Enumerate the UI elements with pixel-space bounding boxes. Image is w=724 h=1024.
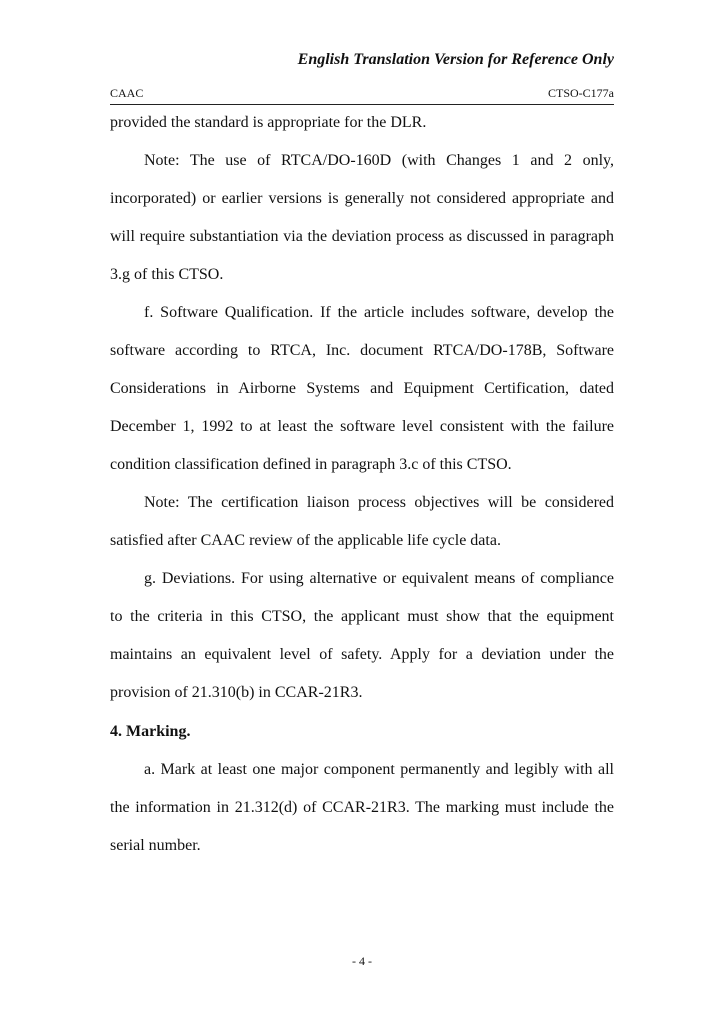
paragraph-deviations: g. Deviations. For using alternative or equivalent means of compliance to the criteria in this CTSO, the applicant must show that the equipment maintains an equivalent level of safety. Apply for a deviation under the provision of 21.310(b) in CCAR-21R3. (110, 570, 614, 701)
section-heading-marking: 4. Marking. (110, 723, 191, 740)
translation-banner: English Translation Version for Reference Only (297, 51, 614, 68)
paragraph-note-certification-liaison: Note: The certification liaison process objectives will be considered satisfied after CAAC review of the applicable life cycle data. (110, 494, 614, 549)
header-document-id: CTSO-C177a (548, 86, 614, 100)
paragraph-continuation: provided the standard is appropriate for the DLR. (110, 114, 427, 131)
page-number: - 4 - (352, 954, 372, 968)
paragraph-software-qualification: f. Software Qualification. If the article includes software, develop the software according to RTCA, Inc. document RTCA/DO-178B, Software Considerations in Airborne Systems and Equipment Certification, dated December 1, 1992 to at least the software level consistent with the failure condition classification defined in paragraph 3.c of this CTSO. (110, 304, 614, 473)
header-organization: CAAC (110, 86, 144, 100)
paragraph-marking-a: a. Mark at least one major component permanently and legibly with all the information in 21.312(d) of CCAR-21R3. The marking must include the serial number. (110, 761, 614, 854)
running-header (110, 86, 614, 105)
document-body (110, 104, 614, 865)
paragraph-note-do160: Note: The use of RTCA/DO-160D (with Changes 1 and 2 only, incorporated) or earlier versions is generally not considered appropriate and will require substantiation via the deviation process as discussed in paragraph 3.g of this CTSO. (110, 152, 614, 283)
